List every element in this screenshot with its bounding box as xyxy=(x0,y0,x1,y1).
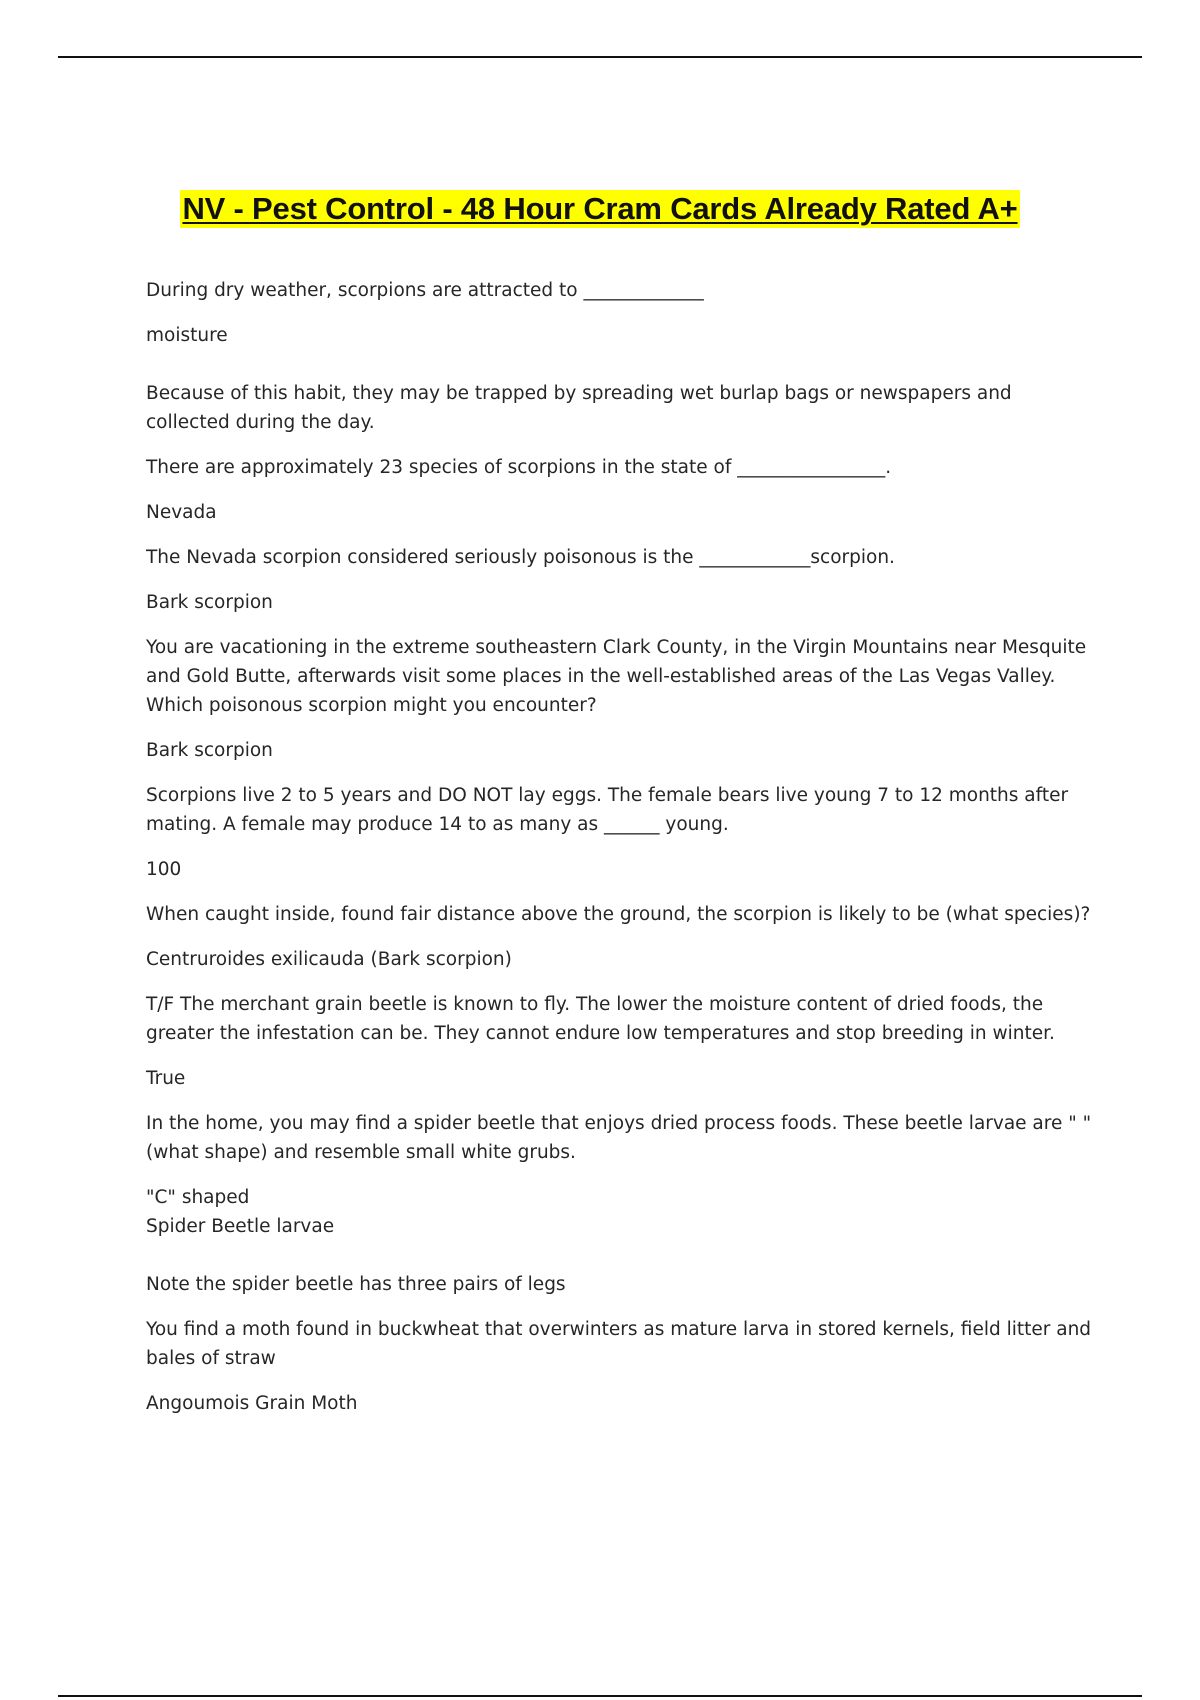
answer-8: "C" shaped Spider Beetle larvae xyxy=(146,1187,335,1237)
document-body xyxy=(146,276,1096,1434)
document-title: NV - Pest Control - 48 Hour Cram Cards Already Rated A+ xyxy=(182,191,1018,226)
question-8: In the home, you may find a spider beetle that enjoys dried process foods. These beetle larvae are " " (what shape) and resemble small white grubs. xyxy=(146,1113,1098,1163)
question-6: When caught inside, found fair distance above the ground, the scorpion is likely to be (what species)? xyxy=(146,904,1091,925)
question-4: You are vacationing in the extreme southeastern Clark County, in the Virgin Mountains near Mesquite and Gold Butte, afterwards visit some places in the well-established areas of the Las Vegas Valley. Which poisonous scorpion might you encounter? xyxy=(146,637,1093,716)
question-5: Scorpions live 2 to 5 years and DO NOT lay eggs. The female bears live young 7 to 12 months after mating. A female may produce 14 to as many as ______ young. xyxy=(146,785,1074,835)
answer-9: Angoumois Grain Moth xyxy=(146,1393,358,1414)
question-9: You find a moth found in buckwheat that overwinters as mature larva in stored kernels, field litter and bales of straw xyxy=(146,1319,1097,1369)
title-container xyxy=(0,190,1200,228)
answer-3: Bark scorpion xyxy=(146,592,273,613)
question-7: T/F The merchant grain beetle is known to fly. The lower the moisture content of dried foods, the greater the infestation can be. They cannot endure low temperatures and stop breeding in winter. xyxy=(146,994,1055,1044)
answer-5: 100 xyxy=(146,859,182,880)
answer-2: Nevada xyxy=(146,502,217,523)
question-2: There are approximately 23 species of scorpions in the state of ________________. xyxy=(146,457,892,478)
question-3: The Nevada scorpion considered seriously poisonous is the ____________scorpion. xyxy=(146,547,895,568)
note-1: Because of this habit, they may be trapped by spreading wet burlap bags or newspapers and collected during the day. xyxy=(146,383,1018,433)
header-rule xyxy=(58,56,1142,58)
note-8: Note the spider beetle has three pairs of legs xyxy=(146,1274,566,1295)
answer-6: Centruroides exilicauda (Bark scorpion) xyxy=(146,949,512,970)
answer-4: Bark scorpion xyxy=(146,740,273,761)
question-1: During dry weather, scorpions are attracted to _____________ xyxy=(146,280,704,301)
footer-rule xyxy=(58,1695,1142,1697)
answer-7: True xyxy=(146,1068,186,1089)
answer-1: moisture xyxy=(146,325,228,346)
